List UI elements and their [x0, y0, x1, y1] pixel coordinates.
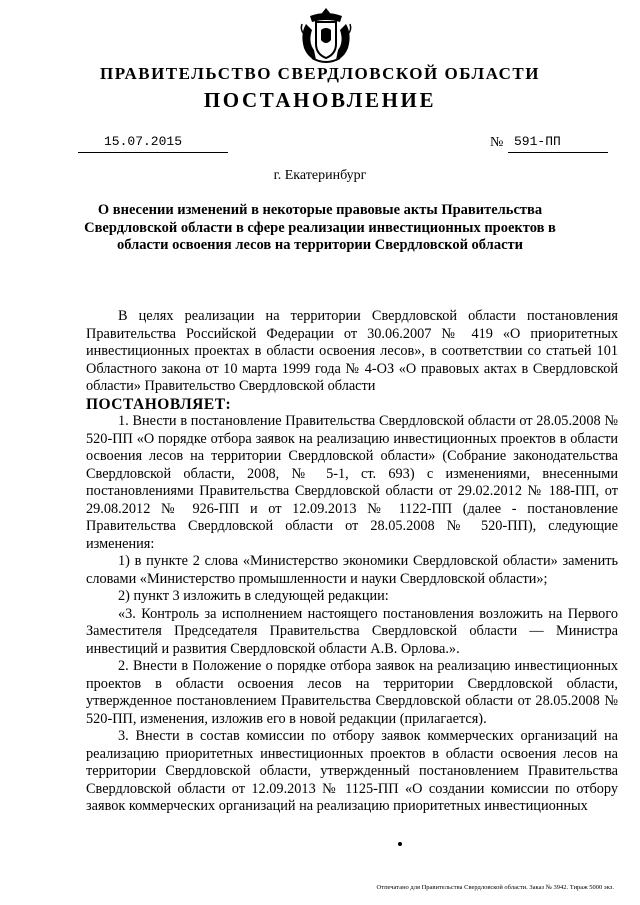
paragraph: 3. Внести в состав комиссии по отбору заявок коммерческих организаций на реализацию приоритетных инвестиционных проектов в области освоения лесов на территории Свердловской области, утвержденный постановлением Правительства Свердловской области от 12.09.2013 № 1125-ПП «О создании комиссии по отбору заявок коммерческих организаций на реализацию приоритетных инвестиционных	[86, 728, 618, 814]
coat-of-arms-icon	[296, 4, 356, 66]
document-type: ПОСТАНОВЛЕНИЕ	[203, 88, 437, 112]
print-footer: Отпечатано для Правительства Свердловской области. Заказ № 3942. Тираж 5000 экз.	[376, 884, 614, 891]
number-sign: №	[490, 135, 504, 150]
paragraph: В целях реализации на территории Свердловской области постановления Правительства Российской Федерации от 30.06.2007 № 419 «О приоритетных инвестиционных проектах в области освоения лесов», в соответствии со статьей 101 Областного закона от 10 марта 1999 года № 4-ОЗ «О правовых актах в Свердловской области» Правительство Свердловской области	[86, 308, 618, 394]
paragraph: 2. Внести в Положение о порядке отбора заявок на реализацию инвестиционных проектов в области освоения лесов на территории Свердловской области, утвержденное постановлением Правительства Свердловской области от 28.05.2008 № 520-ПП, изменения, изложив его в новой редакции (прилагается).	[86, 658, 618, 727]
document-number: 591-ПП	[508, 134, 608, 153]
paragraph: 1. Внести в постановление Правительства Свердловской области от 28.05.2008 № 520-ПП «О порядке отбора заявок на реализацию инвестиционных проектов в области освоения лесов на территории Свердловской области» (Собрание законодательства Свердловской области, 2008, № 5-1, ст. 693) с изменениями, внесенными постановлениями Правительства Свердловской области от 29.02.2012 № 188-ПП, от 29.08.2012 № 926-ПП и от 12.09.2013 № 1122-ПП (далее - постановление Правительства Свердловской области от 28.05.2008 № 520-ПП), следующие изменения:	[86, 413, 618, 552]
page-mark	[398, 842, 402, 846]
resolves-heading: ПОСТАНОВЛЯЕТ:	[86, 395, 232, 413]
paragraph: 1) в пункте 2 слова «Министерство экономики Свердловской области» заменить словами «Министерство промышленности и науки Свердловской области»;	[86, 553, 618, 587]
paragraph: 2) пункт 3 изложить в следующей редакции:	[118, 588, 389, 604]
paragraph: «3. Контроль за исполнением настоящего постановления возложить на Первого Заместителя Председателя Правительства Свердловской области — Министра инвестиций и развития Свердловской области А.В. Орлова.».	[86, 605, 618, 657]
document-date: 15.07.2015	[78, 134, 228, 153]
organization-name: ПРАВИТЕЛЬСТВО СВЕРДЛОВСКОЙ ОБЛАСТИ	[100, 64, 540, 83]
document-body	[86, 308, 618, 816]
document-title: О внесении изменений в некоторые правовые акты Правительства Свердловской области в сфере реализации инвестиционных проектов в области освоения лесов на территории Свердловской области	[84, 202, 556, 253]
city: г. Екатеринбург	[273, 168, 367, 183]
